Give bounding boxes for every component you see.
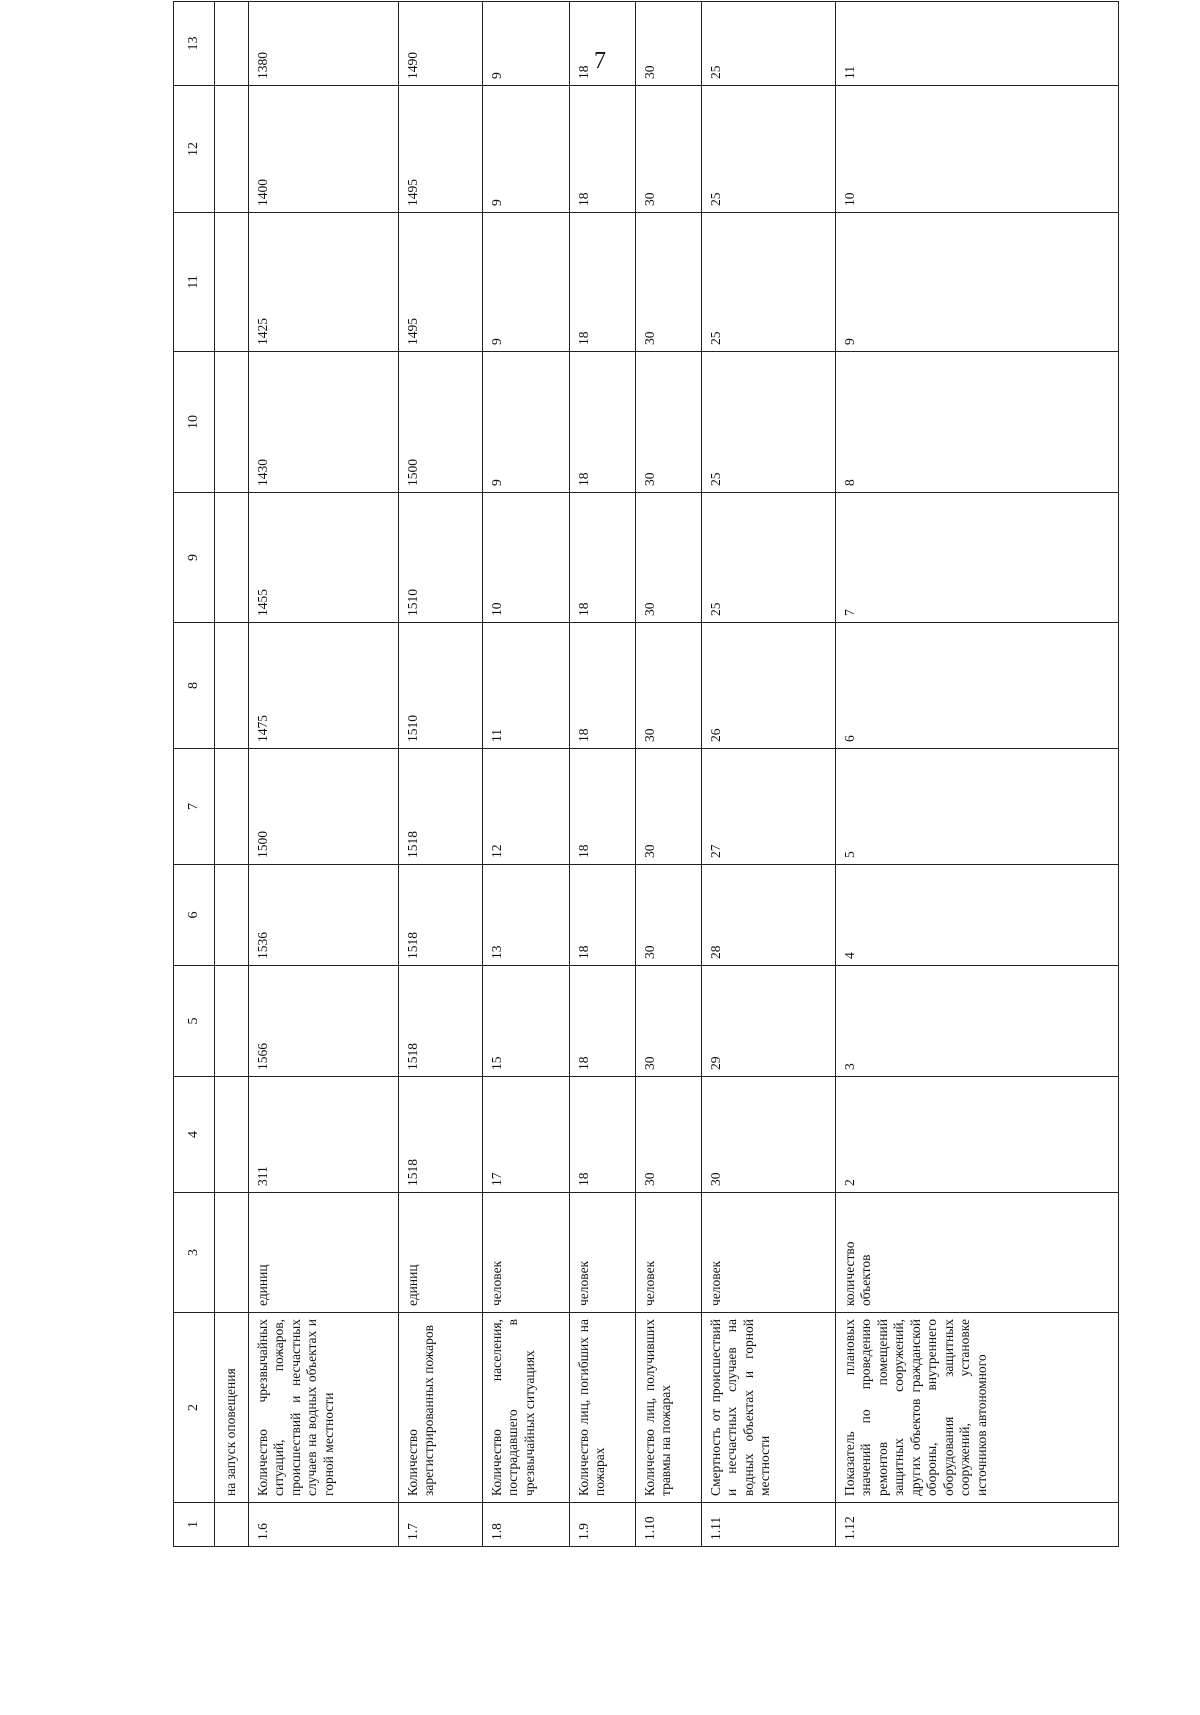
value-cell: 1510 xyxy=(399,623,483,749)
value-cell: 29 xyxy=(702,966,836,1077)
value-cell: 28 xyxy=(702,865,836,966)
row-number: 1.9 xyxy=(570,1503,636,1547)
value-cell: 30 xyxy=(636,623,702,749)
value-cell: 30 xyxy=(636,966,702,1077)
continuation-text: на запуск оповещения xyxy=(215,1313,249,1503)
value-cell: 13 xyxy=(483,865,570,966)
row-number: 1.7 xyxy=(399,1503,483,1547)
table-cell xyxy=(215,623,249,749)
unit: единиц xyxy=(399,1193,483,1313)
value-cell: 1495 xyxy=(399,86,483,213)
value-cell: 25 xyxy=(702,2,836,86)
indicator-name: Количество лиц, погибших на пожарах xyxy=(570,1313,636,1503)
value-cell: 11 xyxy=(483,623,570,749)
value-cell: 9 xyxy=(483,352,570,493)
indicator-name: Количество населения, пострадавшего в чрезвычайных ситуациях xyxy=(483,1313,570,1503)
value-cell: 1425 xyxy=(249,213,399,352)
column-header: 9 xyxy=(174,493,215,623)
value-cell: 1518 xyxy=(399,749,483,865)
value-cell: 25 xyxy=(702,213,836,352)
value-cell: 30 xyxy=(702,1077,836,1193)
table-cell xyxy=(215,865,249,966)
column-header: 11 xyxy=(174,213,215,352)
column-header: 12 xyxy=(174,86,215,213)
value-cell: 18 xyxy=(570,966,636,1077)
value-cell: 311 xyxy=(249,1077,399,1193)
value-cell: 6 xyxy=(836,623,1119,749)
rotated-table-container xyxy=(173,36,1118,1547)
column-header: 6 xyxy=(174,865,215,966)
value-cell: 1510 xyxy=(399,493,483,623)
value-cell: 10 xyxy=(836,86,1119,213)
table-cell xyxy=(215,493,249,623)
table-cell xyxy=(215,2,249,86)
value-cell: 1500 xyxy=(399,352,483,493)
table-row xyxy=(249,2,399,1547)
table-cell xyxy=(215,352,249,493)
value-cell: 1475 xyxy=(249,623,399,749)
column-header: 5 xyxy=(174,966,215,1077)
indicator-name: Количество лиц, получивших травмы на пожарах xyxy=(636,1313,702,1503)
value-cell: 18 xyxy=(570,2,636,86)
value-cell: 18 xyxy=(570,352,636,493)
unit: единиц xyxy=(249,1193,399,1313)
value-cell: 17 xyxy=(483,1077,570,1193)
value-cell: 30 xyxy=(636,213,702,352)
value-cell: 7 xyxy=(836,493,1119,623)
table-row xyxy=(636,2,702,1547)
value-cell: 1518 xyxy=(399,966,483,1077)
table-row xyxy=(399,2,483,1547)
row-number: 1.10 xyxy=(636,1503,702,1547)
table-row xyxy=(570,2,636,1547)
value-cell: 9 xyxy=(483,2,570,86)
column-header: 4 xyxy=(174,1077,215,1193)
unit: человек xyxy=(636,1193,702,1313)
value-cell: 1380 xyxy=(249,2,399,86)
value-cell: 8 xyxy=(836,352,1119,493)
page-number: 7 xyxy=(594,48,606,74)
value-cell: 26 xyxy=(702,623,836,749)
table-cell xyxy=(215,1193,249,1313)
column-header: 10 xyxy=(174,352,215,493)
value-cell: 1518 xyxy=(399,1077,483,1193)
value-cell: 30 xyxy=(636,749,702,865)
value-cell: 18 xyxy=(570,1077,636,1193)
value-cell: 3 xyxy=(836,966,1119,1077)
table-cell xyxy=(215,1077,249,1193)
indicator-name: Показатель плановых значений по проведению ремонтов помещений защитных сооружений, других объектов гражданской обороны, внутреннего оборудования защитных сооружений, установке источников автономного xyxy=(836,1313,1119,1503)
column-header: 2 xyxy=(174,1313,215,1503)
column-header: 3 xyxy=(174,1193,215,1313)
value-cell: 9 xyxy=(483,213,570,352)
column-header: 7 xyxy=(174,749,215,865)
value-cell: 1455 xyxy=(249,493,399,623)
indicator-name: Количество чрезвычайных ситуаций, пожаров, происшествий и несчастных случаев на водных объектах и горной местности xyxy=(249,1313,399,1503)
value-cell: 18 xyxy=(570,493,636,623)
table-cell xyxy=(215,749,249,865)
value-cell: 11 xyxy=(836,2,1119,86)
value-cell: 1536 xyxy=(249,865,399,966)
row-number: 1.11 xyxy=(702,1503,836,1547)
value-cell: 1566 xyxy=(249,966,399,1077)
unit: человек xyxy=(483,1193,570,1313)
unit: человек xyxy=(702,1193,836,1313)
unit: человек xyxy=(570,1193,636,1313)
value-cell: 30 xyxy=(636,493,702,623)
table-row xyxy=(702,2,836,1547)
indicator-name: Количество зарегистрированных пожаров xyxy=(399,1313,483,1503)
value-cell: 1495 xyxy=(399,213,483,352)
value-cell: 4 xyxy=(836,865,1119,966)
value-cell: 1490 xyxy=(399,2,483,86)
value-cell: 18 xyxy=(570,86,636,213)
value-cell: 1400 xyxy=(249,86,399,213)
value-cell: 5 xyxy=(836,749,1119,865)
table-cell xyxy=(215,966,249,1077)
value-cell: 18 xyxy=(570,749,636,865)
indicator-name: Смертность от происшествий и несчастных случаев на водных объектах и горной местности xyxy=(702,1313,836,1503)
row-number: 1.6 xyxy=(249,1503,399,1547)
table-cell xyxy=(215,1503,249,1547)
value-cell: 12 xyxy=(483,749,570,865)
value-cell: 25 xyxy=(702,493,836,623)
row-number: 1.12 xyxy=(836,1503,1119,1547)
value-cell: 27 xyxy=(702,749,836,865)
indicators-table xyxy=(173,1,1119,1547)
value-cell: 18 xyxy=(570,213,636,352)
value-cell: 30 xyxy=(636,352,702,493)
table-row xyxy=(836,2,1119,1547)
column-header: 8 xyxy=(174,623,215,749)
row-number: 1.8 xyxy=(483,1503,570,1547)
value-cell: 18 xyxy=(570,865,636,966)
table-cell xyxy=(215,86,249,213)
value-cell: 18 xyxy=(570,623,636,749)
table-cell xyxy=(215,213,249,352)
value-cell: 25 xyxy=(702,352,836,493)
value-cell: 30 xyxy=(636,865,702,966)
column-header: 13 xyxy=(174,2,215,86)
table-row xyxy=(483,2,570,1547)
value-cell: 1518 xyxy=(399,865,483,966)
value-cell: 10 xyxy=(483,493,570,623)
value-cell: 30 xyxy=(636,86,702,213)
unit: количество объектов xyxy=(836,1193,1119,1313)
value-cell: 25 xyxy=(702,86,836,213)
value-cell: 15 xyxy=(483,966,570,1077)
column-header: 1 xyxy=(174,1503,215,1547)
value-cell: 30 xyxy=(636,2,702,86)
value-cell: 2 xyxy=(836,1077,1119,1193)
value-cell: 9 xyxy=(483,86,570,213)
continuation-row xyxy=(215,2,249,1547)
value-cell: 30 xyxy=(636,1077,702,1193)
value-cell: 1500 xyxy=(249,749,399,865)
value-cell: 1430 xyxy=(249,352,399,493)
column-number-row xyxy=(174,2,215,1547)
value-cell: 9 xyxy=(836,213,1119,352)
